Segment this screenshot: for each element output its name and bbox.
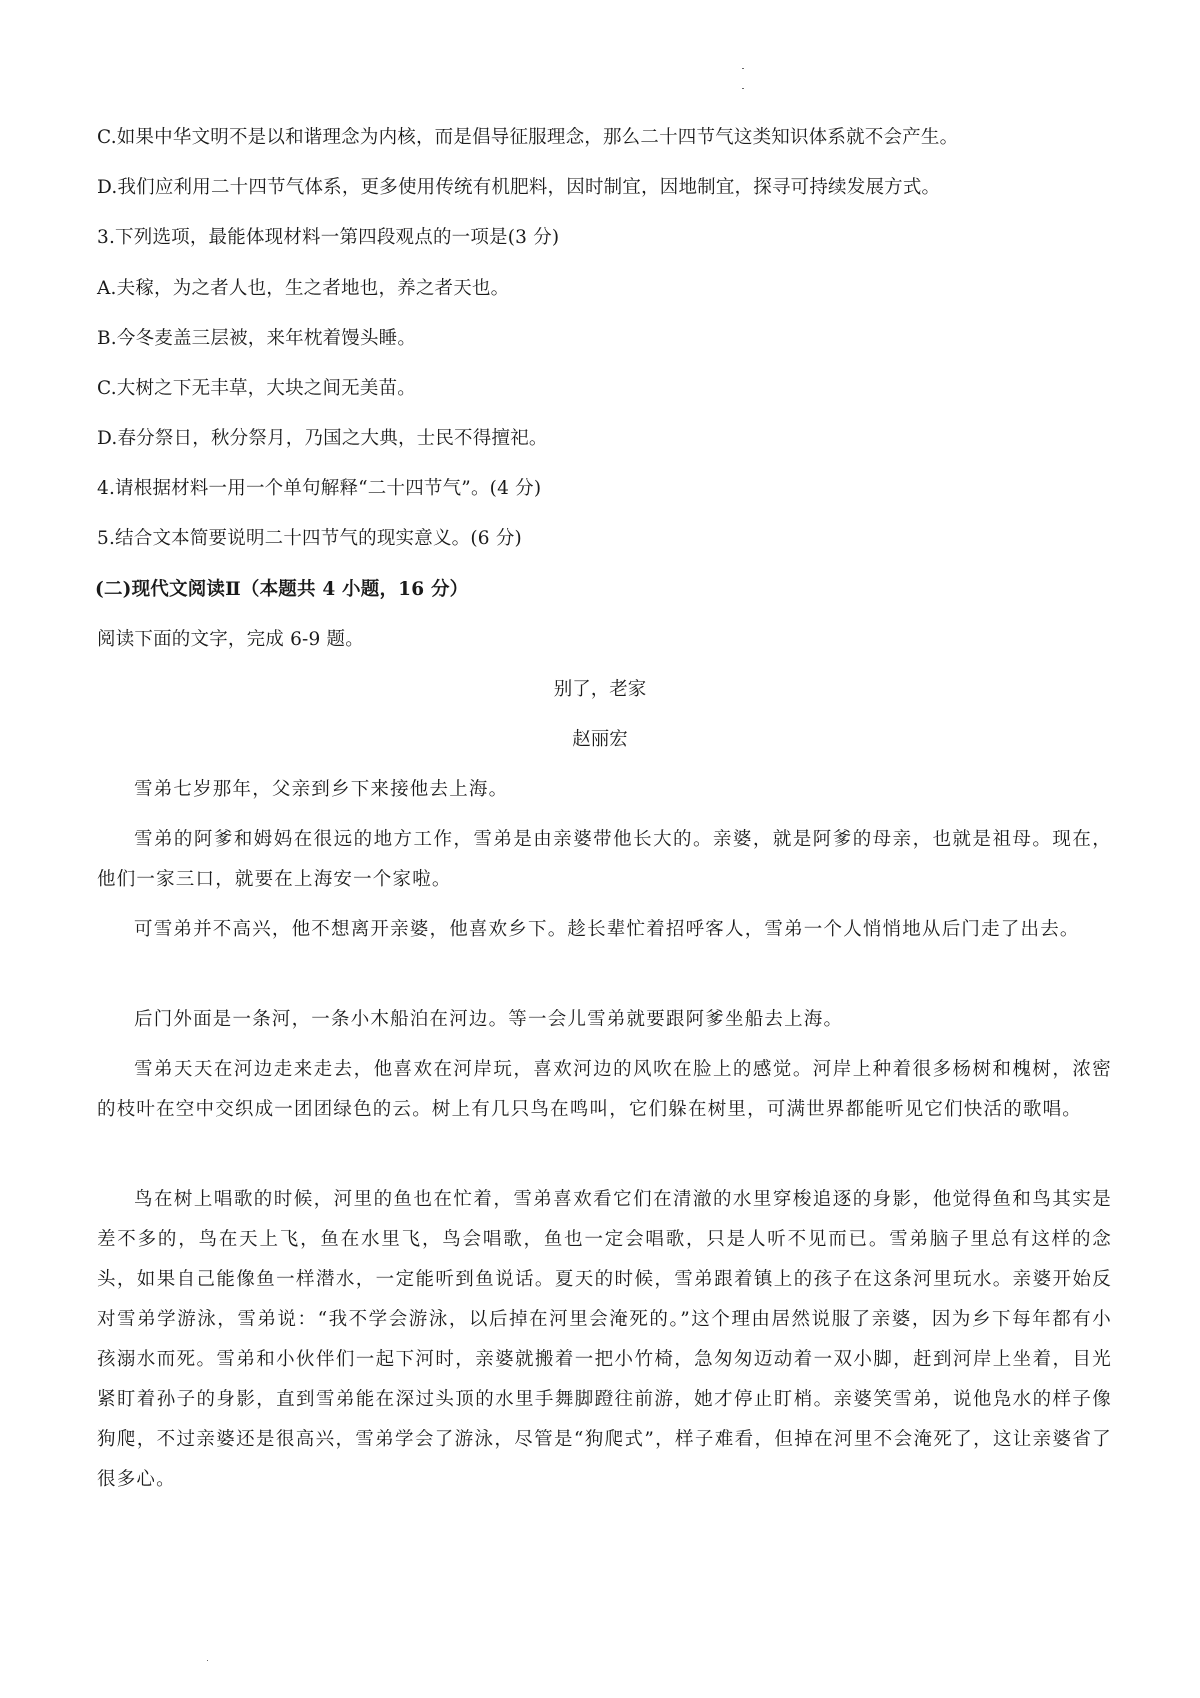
q5-stem: 5.结合文本简要说明二十四节气的现实意义。(6 分) xyxy=(97,528,522,549)
section-heading: (二)现代文阅读Ⅱ（本题共 4 小题，16 分） xyxy=(95,579,469,600)
scan-speck xyxy=(207,1660,208,1661)
article-paragraph: 鸟在树上唱歌的时候，河里的鱼也在忙着，雪弟喜欢看它们在清澈的水里穿梭追逐的身影，他觉得鱼和鸟其实是差不多的，鸟在天上飞，鱼在水里飞，鸟会唱歌，鱼也一定会唱歌，只是人听不见而已。雪弟脑子里总有这样的念头，如果自己能像鱼一样潜水，一定能听到鱼说话。夏天的时候，雪弟跟着镇上的孩子在这条河里玩水。亲婆开始反对雪弟学游泳，雪弟说：“我不学会游泳，以后掉在河里会淹死的。”这个理由居然说服了亲婆，因为乡下每年都有小孩溺水而死。雪弟和小伙伴们一起下河时，亲婆就搬着一把小竹椅，急匆匆迈动着一双小脚，赶到河岸上坐着，目光紧盯着孙子的身影，直到雪弟能在深过头顶的水里手舞脚蹬往前游，她才停止盯梢。亲婆笑雪弟，说他凫水的样子像狗爬，不过亲婆还是很高兴，雪弟学会了游泳，尽管是“狗爬式”，样子难看，但掉在河里不会淹死了，这让亲婆省了很多心。 xyxy=(97,1189,1112,1490)
q3-option-c: C.大树之下无丰草，大块之间无美苗。 xyxy=(97,378,416,399)
q3-option-a: A.夫稼，为之者人也，生之者地也，养之者天也。 xyxy=(97,278,510,299)
scan-speck xyxy=(742,88,744,89)
article-paragraph: 后门外面是一条河，一条小木船泊在河边。等一会儿雪弟就要跟阿爹坐船去上海。 xyxy=(134,1009,844,1030)
article-title: 别了，老家 xyxy=(553,679,647,700)
q2-option-d: D.我们应利用二十四节气体系，更多使用传统有机肥料，因时制宜，因地制宜，探寻可持续发展方式。 xyxy=(97,177,941,198)
article-author: 赵丽宏 xyxy=(572,729,628,750)
article-paragraph: 雪弟天天在河边走来走去，他喜欢在河岸玩，喜欢河边的风吹在脸上的感觉。河岸上种着很多杨树和槐树，浓密的枝叶在空中交织成一团团绿色的云。树上有几只鸟在鸣叫，它们躲在树里，可满世界都能听见它们快活的歌唱。 xyxy=(97,1059,1112,1120)
scan-speck xyxy=(742,68,744,69)
q4-stem: 4.请根据材料一用一个单句解释“二十四节气”。(4 分) xyxy=(97,478,542,499)
section-instruction: 阅读下面的文字，完成 6-9 题。 xyxy=(97,629,364,650)
q2-option-c: C.如果中华文明不是以和谐理念为内核，而是倡导征服理念，那么二十四节气这类知识体系就不会产生。 xyxy=(97,127,959,148)
article-paragraph: 可雪弟并不高兴，他不想离开亲婆，他喜欢乡下。趁长辈忙着招呼客人，雪弟一个人悄悄地从后门走了出去。 xyxy=(134,919,1080,940)
q3-stem: 3.下列选项，最能体现材料一第四段观点的一项是(3 分) xyxy=(97,227,560,248)
article-paragraph: 雪弟七岁那年，父亲到乡下来接他去上海。 xyxy=(134,779,509,800)
q3-option-d: D.春分祭日，秋分祭月，乃国之大典，士民不得擅祀。 xyxy=(97,428,548,449)
article-paragraph: 雪弟的阿爹和姆妈在很远的地方工作，雪弟是由亲婆带他长大的。亲婆，就是阿爹的母亲，也就是祖母。现在，他们一家三口，就要在上海安一个家啦。 xyxy=(97,829,1112,890)
q3-option-b: B.今冬麦盖三层被，来年枕着馒头睡。 xyxy=(97,328,417,349)
